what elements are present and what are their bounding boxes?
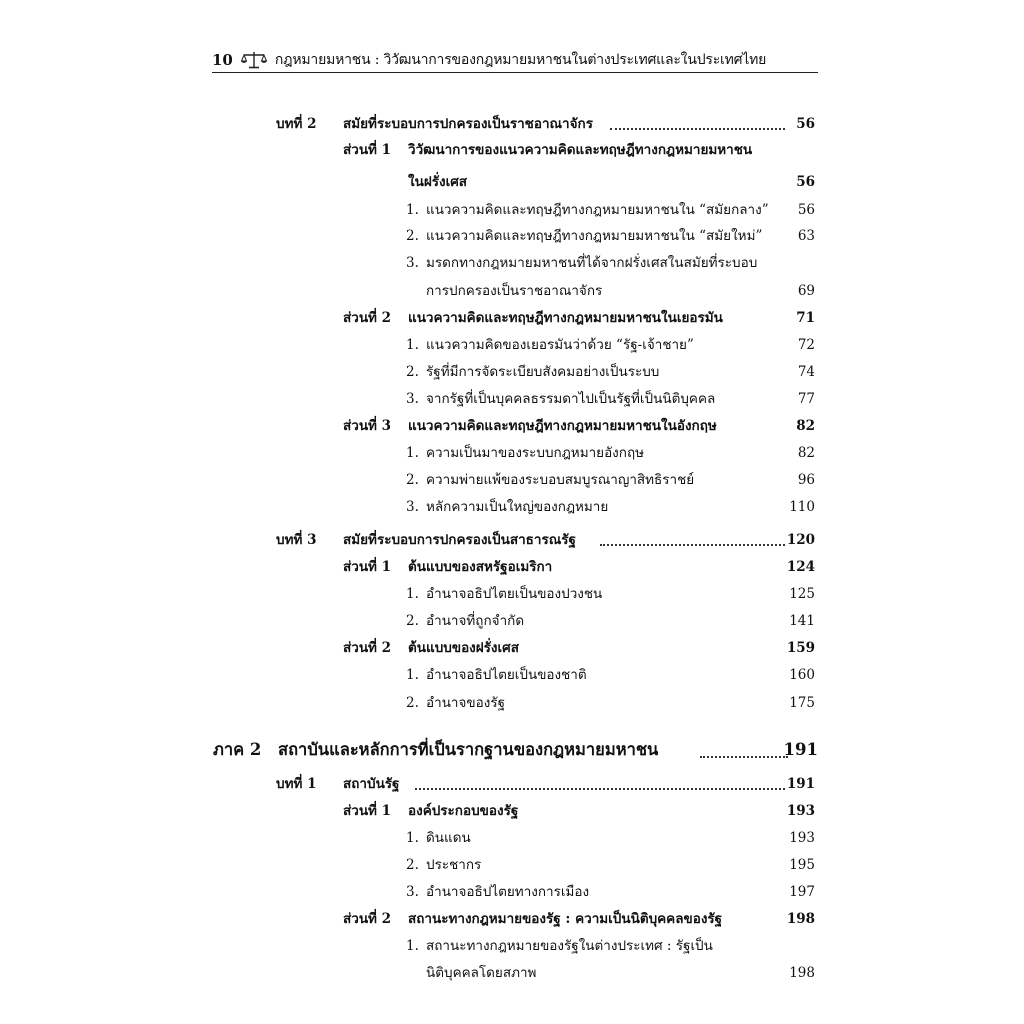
page-number: 71 xyxy=(796,310,815,326)
section-label: ส่วนที่ 2 xyxy=(343,911,392,927)
page-number: 56 xyxy=(796,174,815,190)
page-number: 110 xyxy=(789,499,815,515)
page-number: 191 xyxy=(786,776,815,792)
toc-section-entry[interactable] xyxy=(0,798,1024,824)
item-text: อำนาจอธิปไตยเป็นของชาติ xyxy=(426,667,587,683)
page-number: 82 xyxy=(796,418,815,434)
dot-leader xyxy=(415,788,785,790)
toc-item[interactable] xyxy=(0,467,1024,493)
toc-item[interactable] xyxy=(0,359,1024,385)
item-number: 1. xyxy=(406,202,419,218)
running-header xyxy=(212,48,818,73)
item-text: รัฐที่มีการจัดระเบียบสังคมอย่างเป็นระบบ xyxy=(426,364,660,380)
chapter-label: บทที่ 2 xyxy=(276,116,317,132)
toc-item[interactable] xyxy=(0,852,1024,878)
item-number: 2. xyxy=(406,364,419,380)
item-number: 2. xyxy=(406,472,419,488)
item-text: ดินแดน xyxy=(426,830,471,846)
section-label: ส่วนที่ 2 xyxy=(343,310,392,326)
item-number: 3. xyxy=(406,884,419,900)
page-number: 120 xyxy=(786,532,815,548)
item-number: 3. xyxy=(406,499,419,515)
page-number: 160 xyxy=(789,667,815,683)
chapter-label: บทที่ 3 xyxy=(276,532,317,548)
item-number: 1. xyxy=(406,445,419,461)
section-title: ต้นแบบของฝรั่งเศส xyxy=(408,640,519,656)
item-text: ความเป็นมาของระบบกฎหมายอังกฤษ xyxy=(426,445,645,461)
item-number: 1. xyxy=(406,830,419,846)
toc-section-entry[interactable] xyxy=(0,554,1024,580)
toc-item[interactable] xyxy=(0,825,1024,851)
toc-item[interactable] xyxy=(0,933,1024,959)
section-title: ต้นแบบของสหรัฐอเมริกา xyxy=(408,559,553,575)
item-number: 1. xyxy=(406,337,419,353)
item-text: แนวความคิดและทฤษฎีทางกฎหมายมหาชนใน “สมัยกลาง” xyxy=(426,202,769,218)
item-text: จากรัฐที่เป็นบุคคลธรรมดาไปเป็นรัฐที่เป็นนิติบุคคล xyxy=(426,391,716,407)
scales-of-justice-icon xyxy=(241,50,267,70)
header-page-number: 10 xyxy=(212,51,233,69)
toc-item[interactable] xyxy=(0,662,1024,688)
toc-chapter-entry[interactable] xyxy=(0,527,1024,553)
toc-chapter-entry[interactable] xyxy=(0,771,1024,797)
chapter-label: บทที่ 1 xyxy=(276,776,317,792)
item-number: 1. xyxy=(406,667,419,683)
page-number: 96 xyxy=(797,472,815,488)
toc-item[interactable] xyxy=(0,223,1024,249)
page-number: 198 xyxy=(789,965,815,981)
page-number: 193 xyxy=(786,803,815,819)
item-number: 2. xyxy=(406,228,419,244)
page-number: 72 xyxy=(797,337,815,353)
item-text-continued: การปกครองเป็นราชอาณาจักร xyxy=(426,283,603,299)
toc-item[interactable] xyxy=(0,494,1024,520)
toc-item[interactable] xyxy=(0,332,1024,358)
chapter-title: สมัยที่ระบอบการปกครองเป็นราชอาณาจักร xyxy=(343,116,593,132)
section-title: แนวความคิดและทฤษฎีทางกฎหมายมหาชนในเยอรมัน xyxy=(408,310,723,326)
header-running-title: กฎหมายมหาชน : วิวัฒนาการของกฎหมายมหาชนในต่างประเทศและในประเทศไทย xyxy=(274,52,767,68)
item-text: แนวความคิดและทฤษฎีทางกฎหมายมหาชนใน “สมัยใหม่” xyxy=(426,228,763,244)
toc-item-cont[interactable] xyxy=(0,960,1024,986)
section-label: ส่วนที่ 1 xyxy=(343,803,392,819)
item-text: หลักความเป็นใหญ่ของกฎหมาย xyxy=(426,499,609,515)
item-text: ประชากร xyxy=(426,857,482,873)
page-number: 56 xyxy=(797,202,815,218)
item-text: สถานะทางกฎหมายของรัฐในต่างประเทศ : รัฐเป็น xyxy=(426,938,713,954)
section-label: ส่วนที่ 2 xyxy=(343,640,392,656)
chapter-title: สถาบันรัฐ xyxy=(343,776,400,792)
item-text: อำนาจของรัฐ xyxy=(426,695,506,711)
item-text: อำนาจอธิปไตยทางการเมือง xyxy=(426,884,590,900)
toc-item-cont[interactable] xyxy=(0,278,1024,304)
toc-section-entry[interactable] xyxy=(0,137,1024,163)
item-text-continued: นิติบุคคลโดยสภาพ xyxy=(426,965,537,981)
section-label: ส่วนที่ 1 xyxy=(343,142,392,158)
chapter-title: สมัยที่ระบอบการปกครองเป็นสาธารณรัฐ xyxy=(343,532,576,548)
item-text: แนวความคิดของเยอรมันว่าด้วย “รัฐ-เจ้าชาย” xyxy=(426,337,694,353)
toc-item[interactable] xyxy=(0,250,1024,276)
page-number: 175 xyxy=(789,695,815,711)
item-number: 2. xyxy=(406,857,419,873)
toc-item[interactable] xyxy=(0,581,1024,607)
toc-section-entry[interactable] xyxy=(0,413,1024,439)
page-number: 69 xyxy=(797,283,815,299)
part-title: สถาบันและหลักการที่เป็นรากฐานของกฎหมายมหาชน xyxy=(278,740,659,759)
item-number: 1. xyxy=(406,938,419,954)
page-number: 125 xyxy=(789,586,815,602)
toc-section-entry[interactable] xyxy=(0,906,1024,932)
page-number: 63 xyxy=(797,228,815,244)
section-label: ส่วนที่ 1 xyxy=(343,559,392,575)
section-title: องค์ประกอบของรัฐ xyxy=(408,803,519,819)
item-text: อำนาจที่ถูกจำกัด xyxy=(426,613,525,629)
section-title-continued: ในฝรั่งเศส xyxy=(408,174,467,190)
item-number: 3. xyxy=(406,391,419,407)
toc-chapter-entry[interactable] xyxy=(0,111,1024,137)
toc-item[interactable] xyxy=(0,879,1024,905)
page-number: 56 xyxy=(796,116,815,132)
page-number: 191 xyxy=(783,740,818,759)
page-number: 74 xyxy=(797,364,815,380)
toc-section-entry-cont[interactable] xyxy=(0,169,1024,195)
item-text: มรดกทางกฎหมายมหาชนที่ได้จากฝรั่งเศสในสมัยที่ระบอบ xyxy=(426,255,758,271)
section-title: แนวความคิดและทฤษฎีทางกฎหมายมหาชนในอังกฤษ xyxy=(408,418,717,434)
page-number: 77 xyxy=(797,391,815,407)
toc-part-entry[interactable] xyxy=(0,735,1024,765)
part-label: ภาค 2 xyxy=(213,740,262,759)
toc-item[interactable] xyxy=(0,440,1024,466)
page-number: 124 xyxy=(786,559,815,575)
section-title: สถานะทางกฎหมายของรัฐ : ความเป็นนิติบุคคลของรัฐ xyxy=(408,911,723,927)
toc-item[interactable] xyxy=(0,608,1024,634)
section-title: วิวัฒนาการของแนวความคิดและทฤษฎีทางกฎหมายมหาชน xyxy=(408,142,753,158)
page-number: 141 xyxy=(789,613,815,629)
toc-section-entry[interactable] xyxy=(0,635,1024,661)
page-number: 193 xyxy=(789,830,815,846)
page-number: 197 xyxy=(789,884,815,900)
toc-section-entry[interactable] xyxy=(0,305,1024,331)
page-number: 198 xyxy=(786,911,815,927)
section-label: ส่วนที่ 3 xyxy=(343,418,392,434)
page-number: 82 xyxy=(797,445,815,461)
toc-item[interactable] xyxy=(0,690,1024,716)
item-number: 2. xyxy=(406,613,419,629)
page-number: 159 xyxy=(786,640,815,656)
item-text: ความพ่ายแพ้ของระบอบสมบูรณาญาสิทธิราชย์ xyxy=(426,472,695,488)
page-number: 195 xyxy=(789,857,815,873)
toc-item[interactable] xyxy=(0,197,1024,223)
item-number: 1. xyxy=(406,586,419,602)
item-number: 3. xyxy=(406,255,419,271)
item-text: อำนาจอธิปไตยเป็นของปวงชน xyxy=(426,586,603,602)
toc-item[interactable] xyxy=(0,386,1024,412)
item-number: 2. xyxy=(406,695,419,711)
